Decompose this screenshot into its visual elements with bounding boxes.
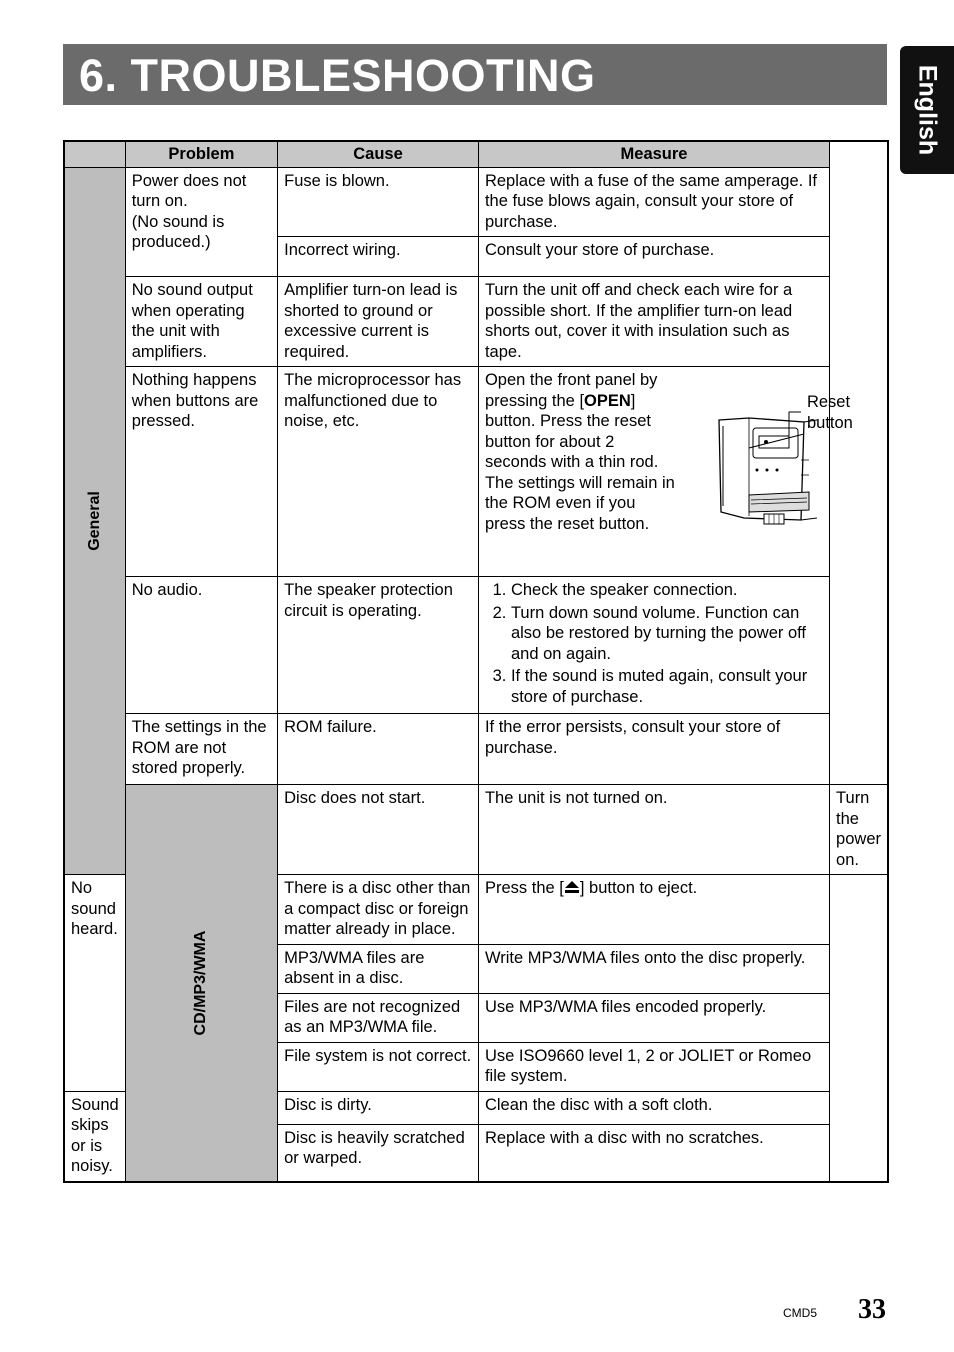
table-row [64, 577, 888, 714]
table-row [64, 785, 888, 875]
list-item: 3. If the sound is muted again, consult your store of purchase. [511, 666, 823, 707]
title-bar [63, 44, 887, 105]
list-item: 2. Turn down sound volume. Function can also be restored by turning the power off and on again. [511, 603, 823, 665]
page-title: 6. TROUBLESHOOTING [79, 50, 596, 101]
column-header-measure: Measure [478, 141, 829, 167]
problem-cell [125, 167, 277, 277]
problem-cell: The settings in the ROM are not stored properly. [125, 714, 277, 785]
cause-cell: Files are not recognized as an MP3/WMA file. [278, 993, 479, 1042]
measure-cell: Press the [ ] button to eject. [478, 875, 829, 945]
model-code: CMD5 [783, 1306, 818, 1320]
cause-cell: File system is not correct. [278, 1042, 479, 1091]
eject-icon [564, 879, 580, 893]
header-corner [64, 141, 125, 167]
category-cd [125, 785, 277, 1182]
cause-cell: Disc is dirty. [278, 1091, 479, 1124]
table-row [64, 277, 888, 367]
table-row [64, 714, 888, 785]
column-header-cause: Cause [278, 141, 479, 167]
problem-cell: Sound skips or is noisy. [64, 1091, 125, 1182]
reset-note: The settings will remain in the ROM even if you press the reset button. [484, 473, 675, 533]
table-header-row [64, 141, 888, 167]
measure-cell: Replace with a disc with no scratches. [478, 1124, 829, 1181]
cause-cell: Incorrect wiring. [278, 237, 479, 277]
measure-cell: Clean the disc with a soft cloth. [478, 1091, 829, 1124]
unit-reset-diagram [709, 400, 884, 540]
measure-cell: Use ISO9660 level 1, 2 or JOLIET or Romeo file system. [478, 1042, 829, 1091]
problem-cell: No audio. [125, 577, 277, 714]
reset-instructions: Open the front panel by pressing the [OPEN] button. Press the reset button for about 2 seconds with a thin rod. The settings will remain in the ROM even if you press the reset button. [484, 371, 675, 533]
problem-cell: Disc does not start. [278, 785, 479, 875]
cause-cell: ROM failure. [278, 714, 479, 785]
problem-cell: No sound output when operating the unit with amplifiers. [125, 277, 277, 367]
measure-cell: If the error persists, consult your store of purchase. [478, 714, 829, 785]
cause-cell: There is a disc other than a compact disc or foreign matter already in place. [278, 875, 479, 945]
troubleshooting-table [63, 140, 889, 1183]
measure-cell [478, 577, 829, 714]
page-number: 33 [858, 1294, 886, 1325]
column-header-problem: Problem [125, 141, 277, 167]
measure-cell: Replace with a fuse of the same amperage. If the fuse blows again, consult your store of purchase. [478, 167, 829, 237]
cause-cell: Amplifier turn-on lead is shorted to ground or excessive current is required. [278, 277, 479, 367]
list-item: 1. Check the speaker connection. [511, 580, 823, 601]
category-label: General [85, 490, 103, 551]
category-general [64, 167, 125, 875]
cause-cell: The microprocessor has malfunctioned due to noise, etc. [278, 367, 479, 577]
problem-text: (No sound is produced.) [131, 212, 225, 251]
cause-cell: The speaker protection circuit is operating. [278, 577, 479, 714]
measure-cell: Turn the power on. [830, 785, 888, 875]
table-row [64, 167, 888, 237]
problem-cell: No sound heard. [64, 875, 125, 1092]
measure-cell [478, 367, 853, 577]
table-row [64, 367, 888, 577]
cause-cell: The unit is not turned on. [478, 785, 829, 875]
cause-cell: MP3/WMA files are absent in a disc. [278, 944, 479, 993]
language-tab [900, 46, 954, 174]
reset-button-label: Reset button [806, 393, 853, 432]
measure-cell: Consult your store of purchase. [478, 237, 829, 277]
measure-cell: Use MP3/WMA files encoded properly. [478, 993, 829, 1042]
measure-steps [485, 580, 823, 707]
measure-cell: Write MP3/WMA files onto the disc properly. [478, 944, 829, 993]
cause-cell: Disc is heavily scratched or warped. [278, 1124, 479, 1181]
measure-cell: Turn the unit off and check each wire for a possible short. If the amplifier turn-on lead shorts out, cover it with insulation such as tape. [478, 277, 829, 367]
cause-cell: Fuse is blown. [278, 167, 479, 237]
language-tab-label: English [913, 64, 942, 156]
problem-text: Power does not turn on. [131, 171, 247, 210]
problem-cell: Nothing happens when buttons are pressed. [125, 367, 277, 577]
open-button-label: OPEN [584, 391, 631, 410]
category-label: CD/MP3/WMA [192, 930, 210, 1036]
